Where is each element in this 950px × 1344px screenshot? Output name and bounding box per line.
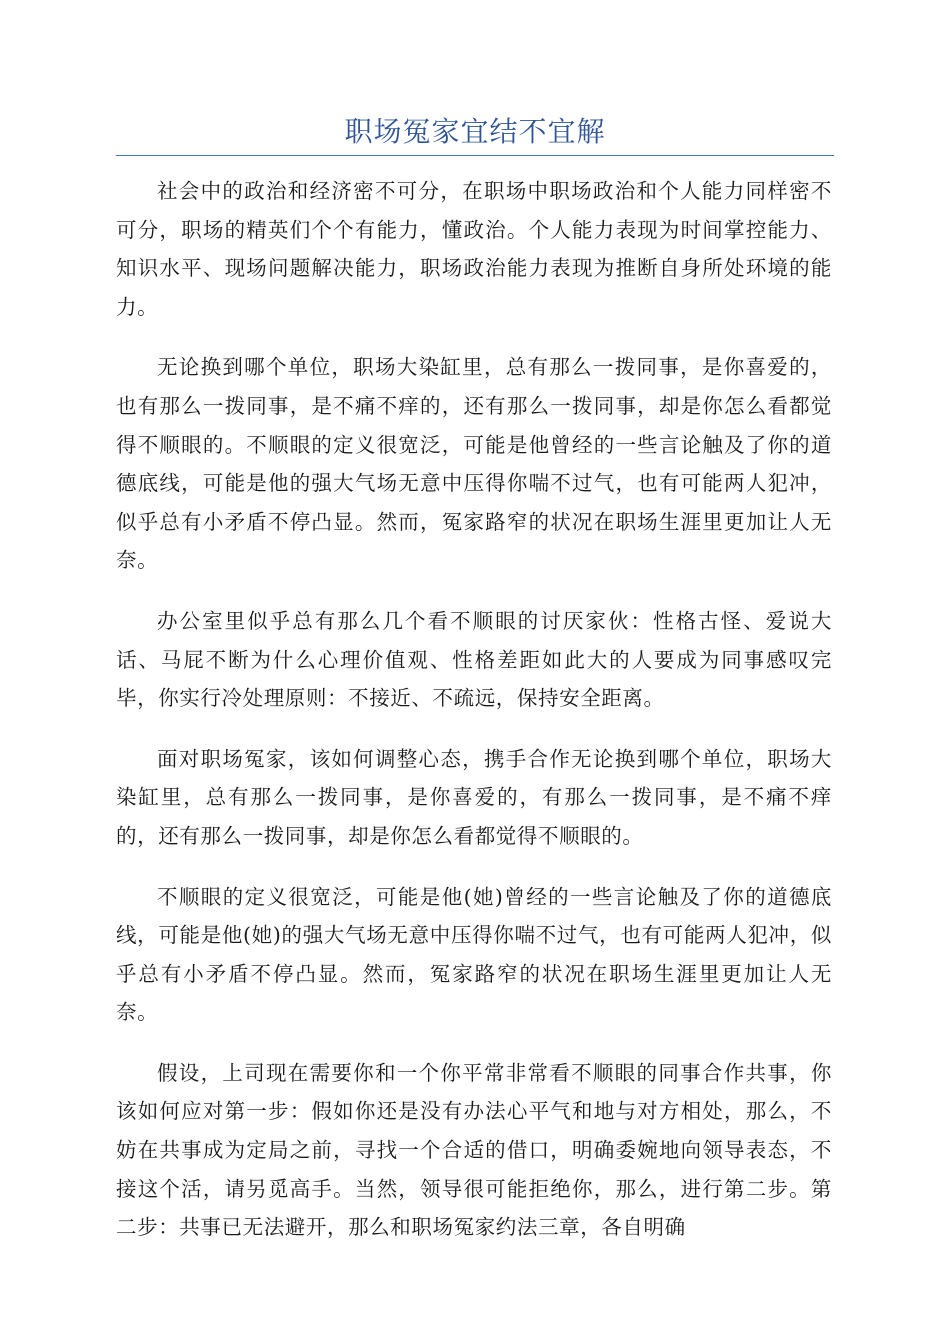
paragraph-5: 不顺眼的定义很宽泛，可能是他(她)曾经的一些言论触及了你的道德底线，可能是他(她)的强大气场无意中压得你喘不过气，也有可能两人犯冲，似乎总有小矛盾不停凸显。然而，冤家路窄的状况在职场生涯里更加让人无奈。 xyxy=(116,884,832,1025)
document-body xyxy=(116,172,832,1269)
paragraph-3: 办公室里似乎总有那么几个看不顺眼的讨厌家伙：性格古怪、爱说大话、马屁不断为什么心理价值观、性格差距如此大的人要成为同事感叹完毕，你实行冷处理原则：不接近、不疏远，保持安全距离。 xyxy=(116,608,832,711)
paragraph-4: 面对职场冤家，该如何调整心态，携手合作无论换到哪个单位，职场大染缸里，总有那么一拨同事，是你喜爱的，有那么一拨同事，是不痛不痒的，还有那么一拨同事，却是你怎么看都觉得不顺眼的。 xyxy=(116,746,832,848)
paragraph-1: 社会中的政治和经济密不可分，在职场中职场政治和个人能力同样密不可分，职场的精英们个个有能力，懂政治。个人能力表现为时间掌控能力、知识水平、现场问题解决能力，职场政治能力表现为推断自身所处环境的能力。 xyxy=(116,179,832,319)
paragraph-2: 无论换到哪个单位，职场大染缸里，总有那么一拨同事，是你喜爱的，也有那么一拨同事，是不痛不痒的，还有那么一拨同事，却是你怎么看都觉得不顺眼的。不顺眼的定义很宽泛，可能是他曾经的一些言论触及了你的道德底线，可能是他的强大气场无意中压得你喘不过气，也有可能两人犯冲，似乎总有小矛盾不停凸显。然而，冤家路窄的状况在职场生涯里更加让人无奈。 xyxy=(116,355,832,573)
document-title: 职场冤家宜结不宜解 xyxy=(344,115,606,148)
title-underline xyxy=(116,155,834,156)
paragraph-6: 假设，上司现在需要你和一个你平常非常看不顺眼的同事合作共事，你该如何应对第一步：假如你还是没有办法心平气和地与对方相处，那么，不妨在共事成为定局之前，寻找一个合适的借口，明确委婉地向领导表态，不接这个活，请另觅高手。当然，领导很可能拒绝你，那么，进行第二步。第二步：共事已无法避开，那么和职场冤家约法三章，各自明确 xyxy=(116,1060,832,1240)
